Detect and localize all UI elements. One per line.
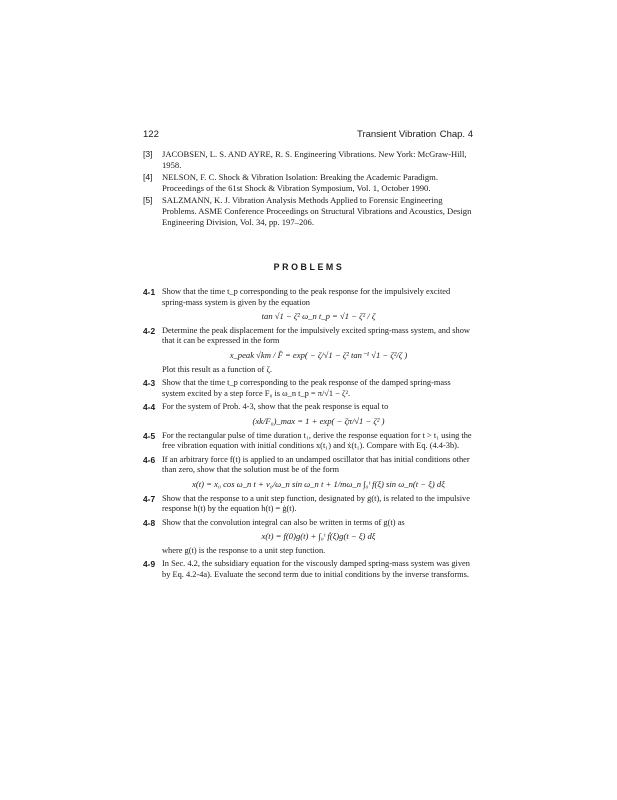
- problem-equation: x(t) = x₀ cos ω_n t + v₀/ω_n sin ω_n t + 1/mω_n ∫₀ᵗ f(ξ) sin ω_n(t − ξ) dξ: [192, 478, 445, 489]
- problem-number: 4-9: [143, 559, 156, 570]
- problem-item: [143, 326, 475, 375]
- problem-number: 4-4: [143, 402, 156, 413]
- problem-number: 4-5: [143, 430, 156, 441]
- page-number: 122: [143, 129, 159, 140]
- reference-item: [143, 195, 475, 228]
- problem-text: If an arbitrary force f(t) is applied to an undamped oscillator that has initial conditions other than zero, show that the solution must be of the form: [162, 454, 470, 475]
- problem-note: Plot this result as a function of ζ.: [162, 364, 273, 374]
- problem-text: Show that the time t_p corresponding to the peak response for the impulsively excited spring-mass system is given by the equation: [162, 287, 451, 307]
- reference-number: [4]: [143, 172, 153, 182]
- page-header: [143, 129, 473, 143]
- problem-text: In Sec. 4.2, the subsidiary equation for the viscously damped spring-mass system was given by Eq. 4.2-4a). Evaluate the second term due to initial conditions by the inverse transforms.: [162, 559, 470, 580]
- reference-text: NELSON, F. C. Shock & Vibration Isolation: Breaking the Academic Paradigm. Proceedings of the 61st Shock & Vibration Symposium, Vol. 1, October 1990.: [162, 172, 438, 193]
- problem-item: [143, 455, 475, 490]
- problem-number: 4-3: [143, 378, 156, 389]
- problem-number: 4-8: [143, 517, 156, 528]
- problem-text: Show that the response to a unit step function, designated by g(t), is related to the impulsive response h(t) by the equation h(t) = ġ(t).: [162, 493, 470, 514]
- reference-item: [143, 149, 475, 171]
- problem-equation: (xk/F₀)_max = 1 + exp( − ζπ/√1 − ζ² ): [252, 415, 385, 426]
- problem-number: 4-6: [143, 454, 156, 465]
- chapter-label: Chap. 4: [439, 129, 473, 140]
- reference-text: SALZMANN, K. J. Vibration Analysis Methods Applied to Forensic Engineering Problems. ASME Conference Proceedings on Structural Vibrations and Acoustics, Design Engineering Division, Vol. 34, pp. 197–206.: [162, 195, 472, 227]
- problem-item: [143, 402, 475, 426]
- reference-item: [143, 172, 475, 194]
- problem-number: 4-7: [143, 493, 156, 504]
- problem-note: where g(t) is the response to a unit step function.: [162, 545, 326, 555]
- problem-equation: tan √1 − ζ² ω_n t_p = √1 − ζ² / ζ: [261, 311, 376, 322]
- problem-text: Determine the peak displacement for the impulsively excited spring-mass system, and show that it can be expressed in the form: [162, 325, 470, 346]
- section-title: Transient Vibration: [357, 129, 437, 140]
- problems-heading: PROBLEMS: [273, 262, 345, 272]
- problem-number: 4-1: [143, 287, 156, 297]
- problem-item: [143, 431, 475, 452]
- problem-item: [143, 287, 475, 322]
- problem-text: For the rectangular pulse of time duration t₁, derive the response equation for t > t₁ using the free vibration equation with initial conditions x(t₁) and ẋ(t₁). Compare with Eq. (4.4-3b).: [162, 430, 472, 451]
- references-list: [143, 149, 475, 229]
- problem-item: [143, 559, 475, 580]
- problem-equation: x(t) = f(0)g(t) + ∫₀ᵗ ḟ(ξ)g(t − ξ) dξ: [261, 531, 376, 542]
- problem-item: [143, 518, 475, 557]
- problem-text: For the system of Prob. 4-3, show that the peak response is equal to: [162, 402, 389, 412]
- problem-equation: x_peak √km / F̂ = exp( − ζ/√1 − ζ² tan⁻¹ √1 − ζ²/ζ ): [229, 349, 408, 360]
- problems-list: [143, 287, 475, 584]
- reference-number: [5]: [143, 195, 153, 205]
- problem-text: Show that the time t_p corresponding to the peak response of the damped spring-mass system excited by a step force F₀ is ω_n t_p = π/√1 − ζ².: [162, 378, 451, 398]
- problem-item: [143, 494, 475, 515]
- reference-number: [3]: [143, 149, 153, 159]
- problem-item: [143, 378, 475, 399]
- problem-text: Show that the convolution integral can also be written in terms of g(t) as: [162, 517, 405, 527]
- reference-text: JACOBSEN, L. S. AND AYRE, R. S. Engineering Vibrations. New York: McGraw-Hill, 1958.: [162, 149, 467, 170]
- problem-number: 4-2: [143, 325, 156, 336]
